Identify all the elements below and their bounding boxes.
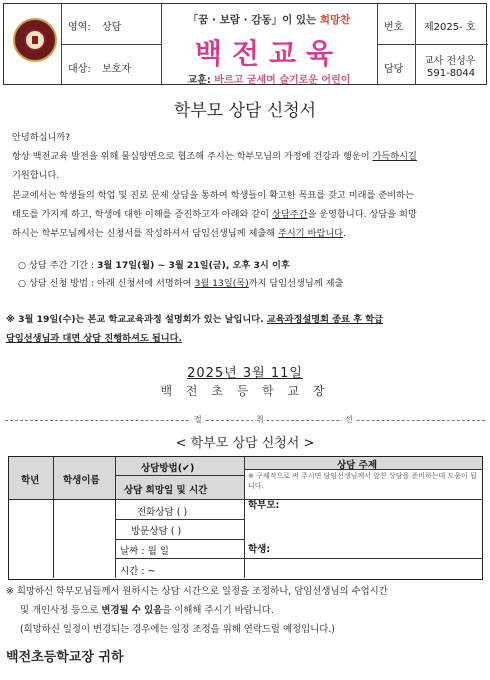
- addressee: 백전초등학교장 귀하: [6, 650, 124, 665]
- cut-label-left: 절: [191, 414, 205, 425]
- application-form-table: [8, 456, 483, 580]
- parent-signature-field[interactable]: 학부모:: [248, 500, 280, 511]
- school-motto: 교훈: 바르고 굳세며 슬기로운 어린이: [187, 75, 351, 86]
- notes-block: ※ 희망하신 학부모님들께서 원하시는 상담 시간으로 일정을 조정하나, 담임선생님의 수업시간 및 개인사정 등으로 변경될 수 있음을 이해해 주시기 바랍니다. (희망하신 일정이 변경되는 경우에는 일정 조정을 위해 연락드릴 예정입니다.): [6, 586, 388, 635]
- paragraph-2: 본교에서는 학생들의 학업 및 진로 문제 상담을 통하여 학생들이 확고한 목표를 갖고 미래를 준비하는 태도를 가지게 하고, 학생에 대한 이해를 증진하고자 아래와 같이 상담주간을 운영합니다. 상담을 희망 하시는 학부모님께서는 신청서를 작성하셔서 담임선생님께 제출해 주시기 바랍니다.: [12, 190, 417, 239]
- school-emblem-icon: [13, 18, 57, 62]
- time-field[interactable]: 시간 : ~: [120, 566, 156, 577]
- cut-label-mid: 취: [253, 414, 267, 425]
- cut-label-right: 선: [342, 414, 356, 425]
- col-topic-header: 상담 주제: [337, 460, 378, 471]
- form-title: < 학부모 상담 신청서 >: [175, 436, 315, 451]
- letterhead-table: [3, 3, 487, 85]
- paragraph-1: 항상 백전교육 발전을 위해 물심양면으로 협조해 주시는 학부모님의 가정에 건강과 행운이 가득하시길 기원합니다.: [12, 151, 417, 181]
- notice-block: ※ 3월 19일(수)는 본교 학교교육과정 설명회가 있는 날입니다. 교육과정설명회 종료 후 학급 담임선생님과 대면 상담 진행하셔도 됩니다.: [6, 314, 383, 344]
- student-signature-field[interactable]: 학생:: [248, 544, 271, 555]
- number-value: 제2025- 호: [424, 22, 476, 33]
- col-method-header: 상담방법(✔): [141, 463, 195, 474]
- principal-name: 백 전 초 등 학 교 장: [160, 384, 330, 398]
- date-field[interactable]: 날짜 : 월 일: [120, 546, 169, 557]
- visit-consult-option[interactable]: 방문상담 ( ): [131, 526, 182, 537]
- number-label: 번호: [384, 22, 404, 33]
- target-value: 보호자: [102, 64, 131, 75]
- cut-line: [5, 420, 485, 421]
- issue-date: 2025년 3월 11일: [187, 366, 303, 381]
- greeting: 안녕하십니까?: [12, 132, 71, 143]
- period-line: ○ 상담 주간 기간 : 3월 17일(월) ~ 3월 21일(금), 오후 3시 이후: [18, 260, 290, 271]
- phone-consult-option[interactable]: 전화상담 ( ): [137, 507, 188, 518]
- col-datetime-header: 상담 희망일 및 시간: [124, 485, 208, 496]
- school-title: 백전교육: [194, 37, 344, 70]
- target-label: 대상:: [68, 64, 91, 75]
- col-name-header: 학생이름: [63, 475, 100, 486]
- teacher-label: 담당: [384, 64, 404, 75]
- col-grade-header: 학년: [21, 475, 40, 486]
- area-value: 상담: [102, 22, 122, 33]
- area-label: 영역:: [68, 22, 91, 33]
- method-line: ○ 상담 신청 방법 : 아래 신청서에 서명하여 3월 13일(목)까지 담임선생님께 제출: [18, 278, 344, 289]
- school-slogan: 「꿈 · 보람 · 감동」이 있는 희망찬: [187, 14, 351, 26]
- teacher-name: 교사 전성우: [424, 56, 476, 67]
- teacher-phone: 591-8044: [427, 68, 476, 79]
- page-title: 학부모 상담 신청서: [173, 101, 317, 121]
- topic-hint: ※ 구체적으로 써 주시면 담임선생님께서 알찬 상담을 준비하는데 도움이 됩니다.: [248, 472, 477, 490]
